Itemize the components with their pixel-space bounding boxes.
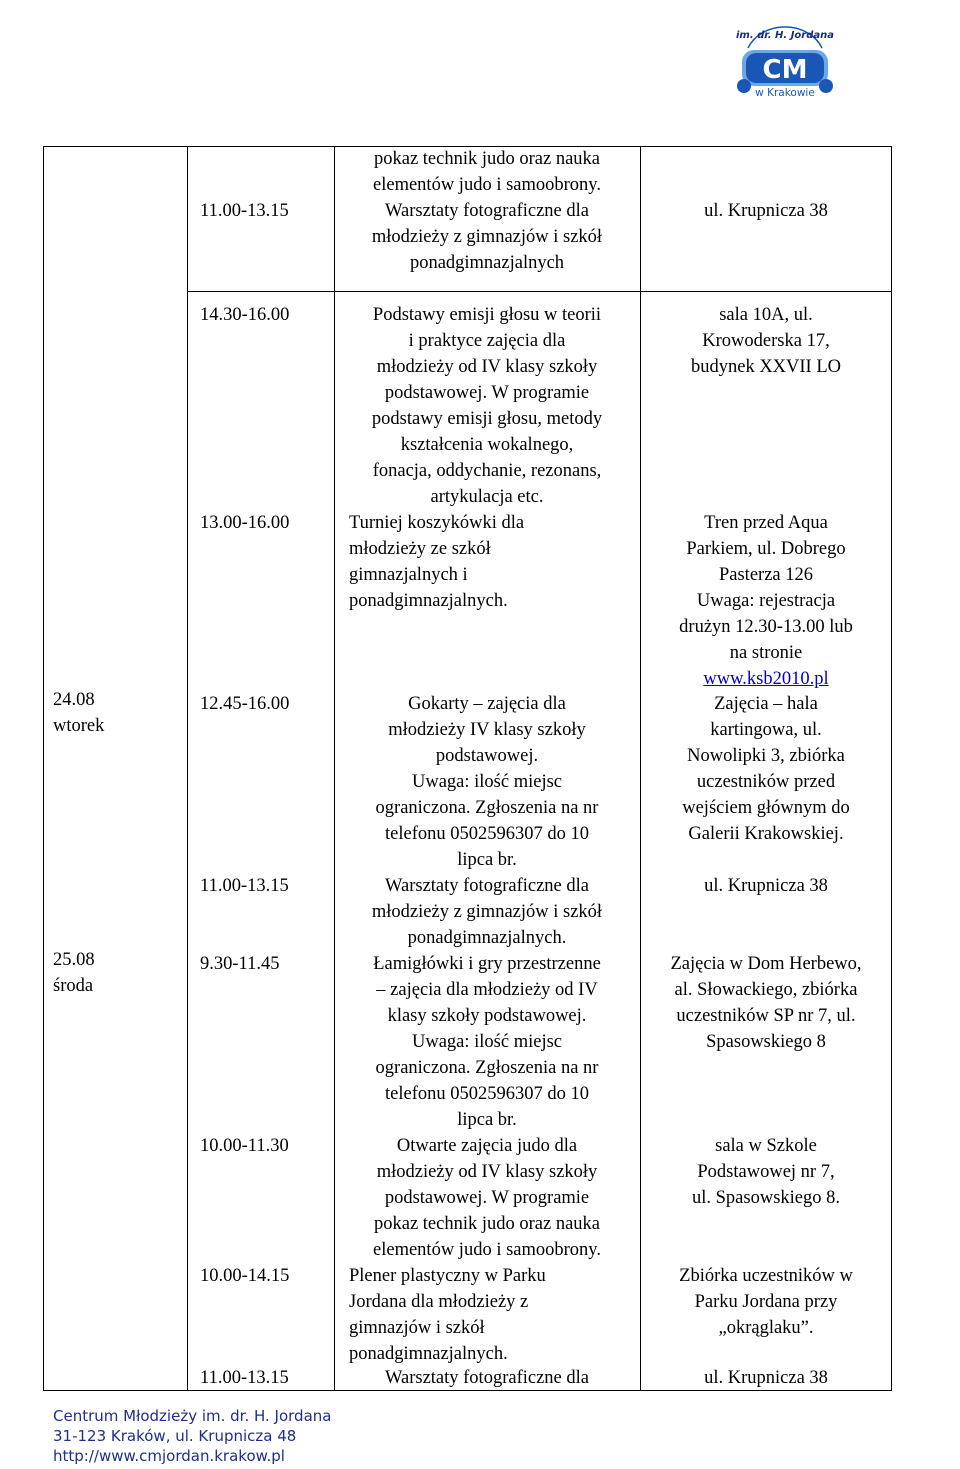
logo-top-text: im. dr. H. Jordana	[735, 30, 835, 41]
activity-description-line: artykulacja etc.	[430, 487, 544, 507]
activity-place-line: sala 10A, ul.	[719, 305, 813, 325]
activity-place-line: „okrąglaku”.	[718, 1318, 814, 1338]
activity-place-line: wejściem głównym do	[682, 798, 850, 818]
cm-logo-graphic	[734, 22, 836, 100]
activity-place-line: Krowoderska 17,	[702, 331, 830, 351]
activity-place-line: budynek XXVII LO	[690, 357, 842, 377]
activity-place-line: Pasterza 126	[718, 565, 813, 585]
table-border-right	[891, 146, 892, 1391]
footer-organization: Centrum Młodzieży im. dr. H. Jordana	[53, 1407, 332, 1425]
activity-place-line: uczestników przed	[696, 772, 836, 792]
activity-time: 11.00-13.15	[200, 201, 289, 221]
activity-description-line: młodzieży IV klasy szkoły	[388, 720, 586, 740]
activity-description-line: telefonu 0502596307 do 10	[385, 824, 589, 844]
activity-description-line: Warsztaty fotograficzne dla	[385, 201, 589, 221]
logo-letters: CM	[762, 55, 808, 85]
activity-description-line: ponadgimnazjalnych.	[349, 591, 508, 611]
activity-description-line: gimnazjalnych i	[349, 565, 468, 585]
activity-description-line: Warsztaty fotograficzne dla	[385, 876, 589, 896]
activity-place-line: na stronie	[729, 643, 803, 663]
activity-place-line: Uwaga: rejestracja	[696, 591, 836, 611]
activity-place-line: Zajęcia – hala	[714, 694, 818, 714]
day-weekday: środa	[53, 976, 94, 996]
row-divider	[187, 291, 892, 292]
activity-description-line: elementów judo i samoobrony.	[373, 175, 601, 195]
activity-place-line: ul. Krupnicza 38	[704, 1368, 828, 1388]
activity-description-line: telefonu 0502596307 do 10	[385, 1084, 589, 1104]
activity-time: 10.00-11.30	[200, 1136, 289, 1156]
day-date: 25.08	[53, 950, 95, 970]
activity-time: 14.30-16.00	[200, 305, 290, 325]
day-date: 24.08	[53, 690, 95, 710]
activity-place-line: al. Słowackiego, zbiórka	[674, 980, 858, 1000]
activity-description-line: ograniczona. Zgłoszenia na nr	[375, 798, 599, 818]
activity-description-line: ponadgimnazjalnych	[409, 253, 565, 273]
registration-link[interactable]: www.ksb2010.pl	[703, 669, 829, 689]
activity-description-line: elementów judo i samoobrony.	[373, 1240, 601, 1260]
activity-time: 12.45-16.00	[200, 694, 290, 714]
activity-place-line: Spasowskiego 8	[706, 1032, 826, 1052]
activity-description-line: Warsztaty fotograficzne dla	[385, 1368, 589, 1388]
activity-description-line: pokaz technik judo oraz nauka	[373, 149, 601, 169]
activity-description-line: Jordana dla młodzieży z	[349, 1292, 529, 1312]
activity-description-line: – zajęcia dla młodzieży od IV	[376, 980, 598, 1000]
activity-description-line: klasy szkoły podstawowej.	[387, 1006, 587, 1026]
logo-bottom-text: w Krakowie	[755, 87, 815, 99]
activity-description-line: Otwarte zajęcia judo dla	[396, 1136, 578, 1156]
activity-description-line: ograniczona. Zgłoszenia na nr	[375, 1058, 599, 1078]
activity-place-line: Galerii Krakowskiej.	[688, 824, 844, 844]
activity-description-line: lipca br.	[457, 1110, 517, 1130]
activity-description-line: lipca br.	[457, 850, 517, 870]
activity-description-line: Podstawy emisji głosu w teorii	[372, 305, 602, 325]
activity-time: 9.30-11.45	[200, 954, 280, 974]
activity-time: 11.00-13.15	[200, 876, 289, 896]
activity-place-line: kartingowa, ul.	[710, 720, 822, 740]
activity-place-line: sala w Szkole	[715, 1136, 817, 1156]
activity-description-line: ponadgimnazjalnych.	[349, 1344, 508, 1364]
activity-description-line: młodzieży z gimnazjów i szkół	[371, 227, 603, 247]
activity-place-line: Parku Jordana przy	[694, 1292, 838, 1312]
activity-description-line: podstawy emisji głosu, metody	[371, 409, 603, 429]
activity-place-line: Nowolipki 3, zbiórka	[687, 746, 845, 766]
activity-description-line: Łamigłówki i gry przestrzenne	[373, 954, 601, 974]
activity-description-line: młodzieży od IV klasy szkoły	[376, 1162, 598, 1182]
activity-place-line: Podstawowej nr 7,	[697, 1162, 835, 1182]
activity-time: 13.00-16.00	[200, 513, 290, 533]
activity-place-line: Tren przed Aqua	[704, 513, 828, 533]
desc-column-divider	[640, 146, 641, 1391]
day-weekday: wtorek	[53, 716, 105, 736]
activity-description-line: młodzieży od IV klasy szkoły	[376, 357, 598, 377]
activity-description-line: podstawowej. W programie	[384, 383, 590, 403]
activity-time: 10.00-14.15	[200, 1266, 290, 1286]
time-column-divider	[334, 146, 335, 1391]
cm-logo	[734, 22, 836, 100]
activity-description-line: Gokarty – zajęcia dla	[408, 694, 566, 714]
day-column-divider	[187, 146, 188, 1391]
activity-description-line: młodzieży z gimnazjów i szkół	[371, 902, 603, 922]
activity-description-line: Uwaga: ilość miejsc	[411, 1032, 562, 1052]
activity-place-line: ul. Spasowskiego 8.	[692, 1188, 840, 1208]
activity-description-line: kształcenia wokalnego,	[400, 435, 574, 455]
activity-description-line: Uwaga: ilość miejsc	[411, 772, 562, 792]
activity-description-line: Plener plastyczny w Parku	[349, 1266, 546, 1286]
activity-time: 11.00-13.15	[200, 1368, 289, 1388]
activity-description-line: młodzieży ze szkół	[349, 539, 491, 559]
activity-place-line: Zajęcia w Dom Herbewo,	[670, 954, 862, 974]
activity-description-line: gimnazjów i szkół	[349, 1318, 485, 1338]
footer-address: 31-123 Kraków, ul. Krupnicza 48	[53, 1427, 297, 1445]
table-border-left	[43, 146, 44, 1391]
activity-place-line: Zbiórka uczestników w	[679, 1266, 853, 1286]
activity-description-line: Turniej koszykówki dla	[349, 513, 525, 533]
activity-description-line: ponadgimnazjalnych.	[407, 928, 567, 948]
activity-description-line: pokaz technik judo oraz nauka	[373, 1214, 601, 1234]
activity-place-line: drużyn 12.30-13.00 lub	[679, 617, 853, 637]
activity-place-line: uczestników SP nr 7, ul.	[676, 1006, 856, 1026]
activity-description-line: podstawowej.	[435, 746, 539, 766]
activity-place-line: Parkiem, ul. Dobrego	[686, 539, 846, 559]
footer-website: http://www.cmjordan.krakow.pl	[53, 1447, 285, 1465]
activity-description-line: i praktyce zajęcia dla	[408, 331, 566, 351]
activity-place-line: ul. Krupnicza 38	[704, 201, 828, 221]
activity-description-line: fonacja, oddychanie, rezonans,	[372, 461, 602, 481]
activity-description-line: podstawowej. W programie	[384, 1188, 590, 1208]
activity-place-line: ul. Krupnicza 38	[704, 876, 828, 896]
